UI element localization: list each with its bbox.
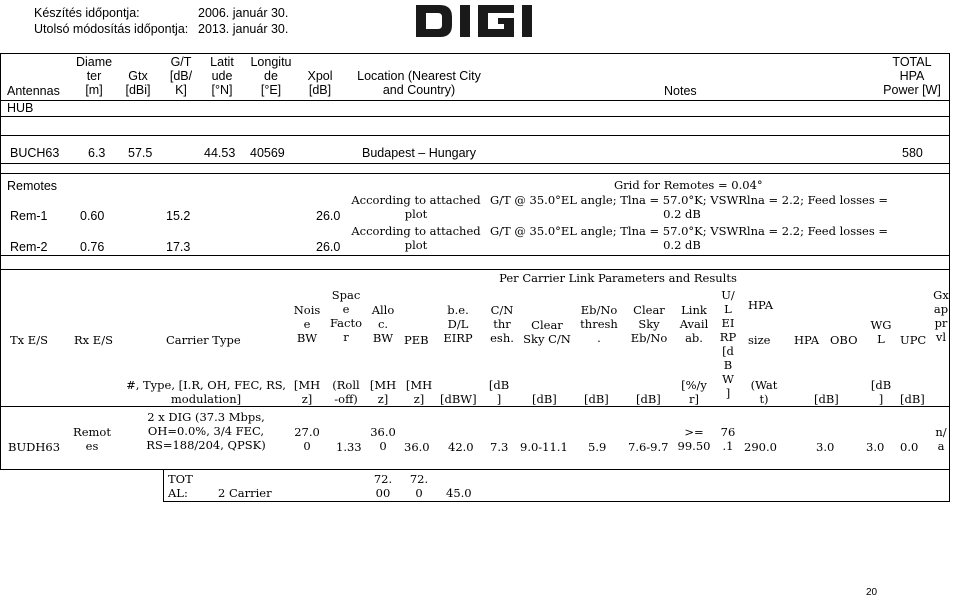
row-clear-sky-cn: 9.0-11.1 [520,440,568,454]
header-clear-sky-ebno-1: Clear [633,303,665,317]
row-gx-2: a [937,439,945,453]
header-ul-eirp-7: W [722,372,734,386]
row-be-eirp: 42.0 [448,440,474,454]
row-upc: 0.0 [900,440,919,454]
total-carriers: 2 Carrier [218,486,272,500]
header-noise-bw-1: Nois [293,303,321,317]
total-label-2: AL: [168,486,188,500]
unit-alloc-bw-1: [MH [369,378,397,392]
header-latitude-1: Latit [210,55,234,69]
header-link-avail-3: ab. [685,331,703,345]
header-gt-3: K] [175,83,187,97]
header-upc: UPC [900,333,927,347]
row-alloc-bw-1: 36.0 [370,425,396,439]
header-antennas: Antennas [7,84,60,98]
row-peb: 36.0 [404,440,430,454]
row-ul-eirp-1: 76 [720,425,736,439]
row-carrier-type-3: RS=188/204, QPSK) [146,438,266,452]
row-hpa-obo: 3.0 [816,440,835,454]
header-ul-eirp-4: RP [719,330,737,344]
digi-logo-mark [414,2,574,40]
header-wg-l-1: WG [870,318,892,332]
header-total-hpa-3: Power [W] [883,83,941,97]
header-diameter-3: [m] [85,83,103,97]
unit-wg-l-1: [dB [870,378,892,392]
header-alloc-bw-3: BW [372,331,394,345]
unit-be-eirp: [dBW] [440,392,477,406]
remotes-label: Remotes [7,179,58,193]
rem2-notes-2: 0.2 dB [663,238,701,252]
unit-noise-bw-2: z] [301,392,313,406]
row-ul-eirp-2: .1 [722,439,734,453]
header-diameter-1: Diame [75,55,113,69]
header-link-avail-1: Link [681,303,707,317]
header-ul-eirp-3: EI [721,316,735,330]
created-value: 2006. január 30. [198,6,289,20]
row-noise-bw-1: 27.0 [294,425,320,439]
header-longitude-2: de [264,69,278,83]
unit-spacing-1: (Roll [332,378,360,392]
header-wg-l-2: L [877,332,885,346]
unit-link-avail-2: r] [689,392,699,406]
header-noise-bw-2: e [303,317,311,331]
header-gx-1: Gx [933,288,949,302]
row-alloc-bw-2: 0 [379,439,387,453]
header-total-hpa-2: HPA [899,69,925,83]
header-alloc-bw-2: c. [377,317,389,331]
unit-ebno-thr: [dB] [584,392,609,406]
header-spacing-2: e [342,302,350,316]
created-label: Készítés időpontja: [34,6,140,20]
hub-total-hpa: 580 [902,146,923,160]
header-longitude-3: [°E] [260,83,282,97]
modified-value: 2013. január 30. [198,22,289,36]
header-rx: Rx E/S [74,333,113,347]
header-noise-bw-3: BW [296,331,318,345]
row-ebno-thr: 5.9 [588,440,607,454]
unit-link-avail-1: [%/y [681,378,707,392]
unit-carrier-type-2: modulation] [170,392,242,406]
header-hpa-obo: HPA OBO [794,333,858,347]
rem1-notes-1: G/T @ 35.0°EL angle; Tlna = 57.0°K; VSWRlna = 2.2; Feed losses = [490,193,889,207]
unit-hpa-size-1: (Wat [750,378,778,392]
unit-spacing-2: -off) [334,392,358,406]
rem1-location-2: plot [404,207,428,221]
header-clear-sky-cn-2: Sky C/N [523,332,571,346]
header-hpa-size-2: size [748,333,771,347]
row-rx-1: Remot [73,425,111,439]
unit-peb-2: z] [413,392,425,406]
unit-clear-sky-ebno: [dB] [636,392,661,406]
row-clear-sky-ebno: 7.6-9.7 [628,440,669,454]
unit-wg-l-2: ] [878,392,884,406]
total-label-1: TOT [168,472,193,486]
rem2-gtx: 17.3 [166,240,191,254]
digi-logo [414,2,574,40]
header-ebno-thr-2: thresh [580,317,618,331]
header-cn-thr-2: thr [493,317,511,331]
header-gtx-2: [dBi] [125,83,151,97]
header-clear-sky-ebno-3: Eb/No [630,331,668,345]
header-clear-sky-ebno-2: Sky [638,317,660,331]
header-xpol-1: Xpol [307,69,333,83]
header-be-eirp-1: b.e. [447,303,469,317]
grid-note: Grid for Remotes = 0.04° [614,178,763,192]
hub-latitude: 44.53 [204,146,236,160]
header-gt-1: G/T [170,55,192,69]
row-tx: BUDH63 [8,440,61,454]
rem1-notes-2: 0.2 dB [663,207,701,221]
header-latitude-2: ude [211,69,233,83]
unit-upc: [dB] [900,392,925,406]
header-diameter-2: ter [86,69,102,83]
header-location-1: Location (Nearest City [357,69,481,83]
header-ul-eirp-6: B [723,358,733,372]
header-spacing-4: r [343,330,349,344]
row-link-avail-2: 99.50 [677,439,711,453]
row-link-avail-1: >= [684,425,704,439]
unit-hpa-size-2: t) [759,392,769,406]
header-ul-eirp-1: U/ [721,288,735,302]
row-cn-thr: 7.3 [490,440,509,454]
row-hpa-size: 290.0 [744,440,777,454]
header-be-eirp-3: EIRP [443,331,473,345]
header-ul-eirp-5: [d [722,344,734,358]
hub-label: HUB [7,101,34,115]
header-location-2: and Country) [382,83,456,97]
header-ul-eirp-8: ] [725,386,731,400]
row-noise-bw-2: 0 [303,439,311,453]
header-gtx-1: Gtx [128,69,148,83]
unit-hpa-obo: [dB] [814,392,839,406]
unit-clear-sky-cn: [dB] [532,392,557,406]
carrier-table-title: Per Carrier Link Parameters and Results [499,271,737,285]
rem2-name: Rem-2 [10,240,48,254]
header-xpol-2: [dB] [308,83,332,97]
header-cn-thr-1: C/N [490,303,514,317]
header-be-eirp-2: D/L [447,317,469,331]
header-cn-thr-3: esh. [490,331,514,345]
total-alloc-bw-2: 00 [375,486,391,500]
header-link-avail-2: Avail [679,317,709,331]
unit-cn-thr-2: ] [496,392,502,406]
header-ebno-thr-1: Eb/No [580,303,618,317]
header-gx-2: ap [933,302,949,316]
header-ebno-thr-3: . [597,331,601,345]
row-wg-l: 3.0 [866,440,885,454]
unit-peb-1: [MH [405,378,433,392]
header-peb: PEB [404,333,429,347]
header-latitude-3: [°N] [211,83,233,97]
unit-carrier-type-1: #, Type, [I.R, OH, FEC, RS, [126,378,286,392]
total-alloc-bw-1: 72. [373,472,393,486]
row-rx-2: es [85,439,99,453]
row-spacing: 1.33 [336,440,362,454]
header-ul-eirp-2: L [724,302,732,316]
row-gx-1: n/ [935,425,947,439]
rem1-name: Rem-1 [10,209,48,223]
header-gx-3: pr [934,316,948,330]
rem1-diameter: 0.60 [80,209,105,223]
header-hpa-size-1: HPA [748,298,774,312]
header-spacing-3: Facto [329,316,363,330]
rem2-diameter: 0.76 [80,240,105,254]
hub-name: BUCH63 [10,146,60,160]
rem2-location-2: plot [404,238,428,252]
header-notes: Notes [664,84,697,98]
header-total-hpa-1: TOTAL [892,55,932,69]
page-number: 20 [866,587,878,598]
header-carrier-type: Carrier Type [166,333,241,347]
rem2-location-1: According to attached [351,224,481,238]
rem1-location-1: According to attached [351,193,481,207]
hub-diameter: 6.3 [88,146,106,160]
header-longitude-1: Longitu [250,55,292,69]
unit-cn-thr-1: [dB [488,378,510,392]
modified-label: Utolsó módosítás időpontja: [34,22,189,36]
header-gx-4: vl [935,330,947,344]
hub-gtx: 57.5 [128,146,153,160]
header-clear-sky-cn-1: Clear [531,318,563,332]
hub-longitude: 40569 [250,146,285,160]
total-peb-2: 0 [415,486,423,500]
unit-alloc-bw-2: z] [377,392,389,406]
total-peb-1: 72. [409,472,429,486]
hub-location: Budapest – Hungary [362,146,476,160]
rem1-gtx: 15.2 [166,209,191,223]
rem1-xpol: 26.0 [316,209,341,223]
rem2-notes-1: G/T @ 35.0°EL angle; Tlna = 57.0°K; VSWRlna = 2.2; Feed losses = [490,224,889,238]
rem2-xpol: 26.0 [316,240,341,254]
unit-noise-bw-1: [MH [293,378,321,392]
row-carrier-type-2: OH=0.0%, 3/4 FEC, [147,424,265,438]
header-spacing-1: Spac [331,288,361,302]
header-gt-2: [dB/ [169,69,193,83]
total-be-eirp: 45.0 [446,486,472,500]
header-alloc-bw-1: Allo [371,303,395,317]
row-carrier-type-1: 2 x DIG (37.3 Mbps, [147,410,265,424]
header-tx: Tx E/S [10,333,48,347]
